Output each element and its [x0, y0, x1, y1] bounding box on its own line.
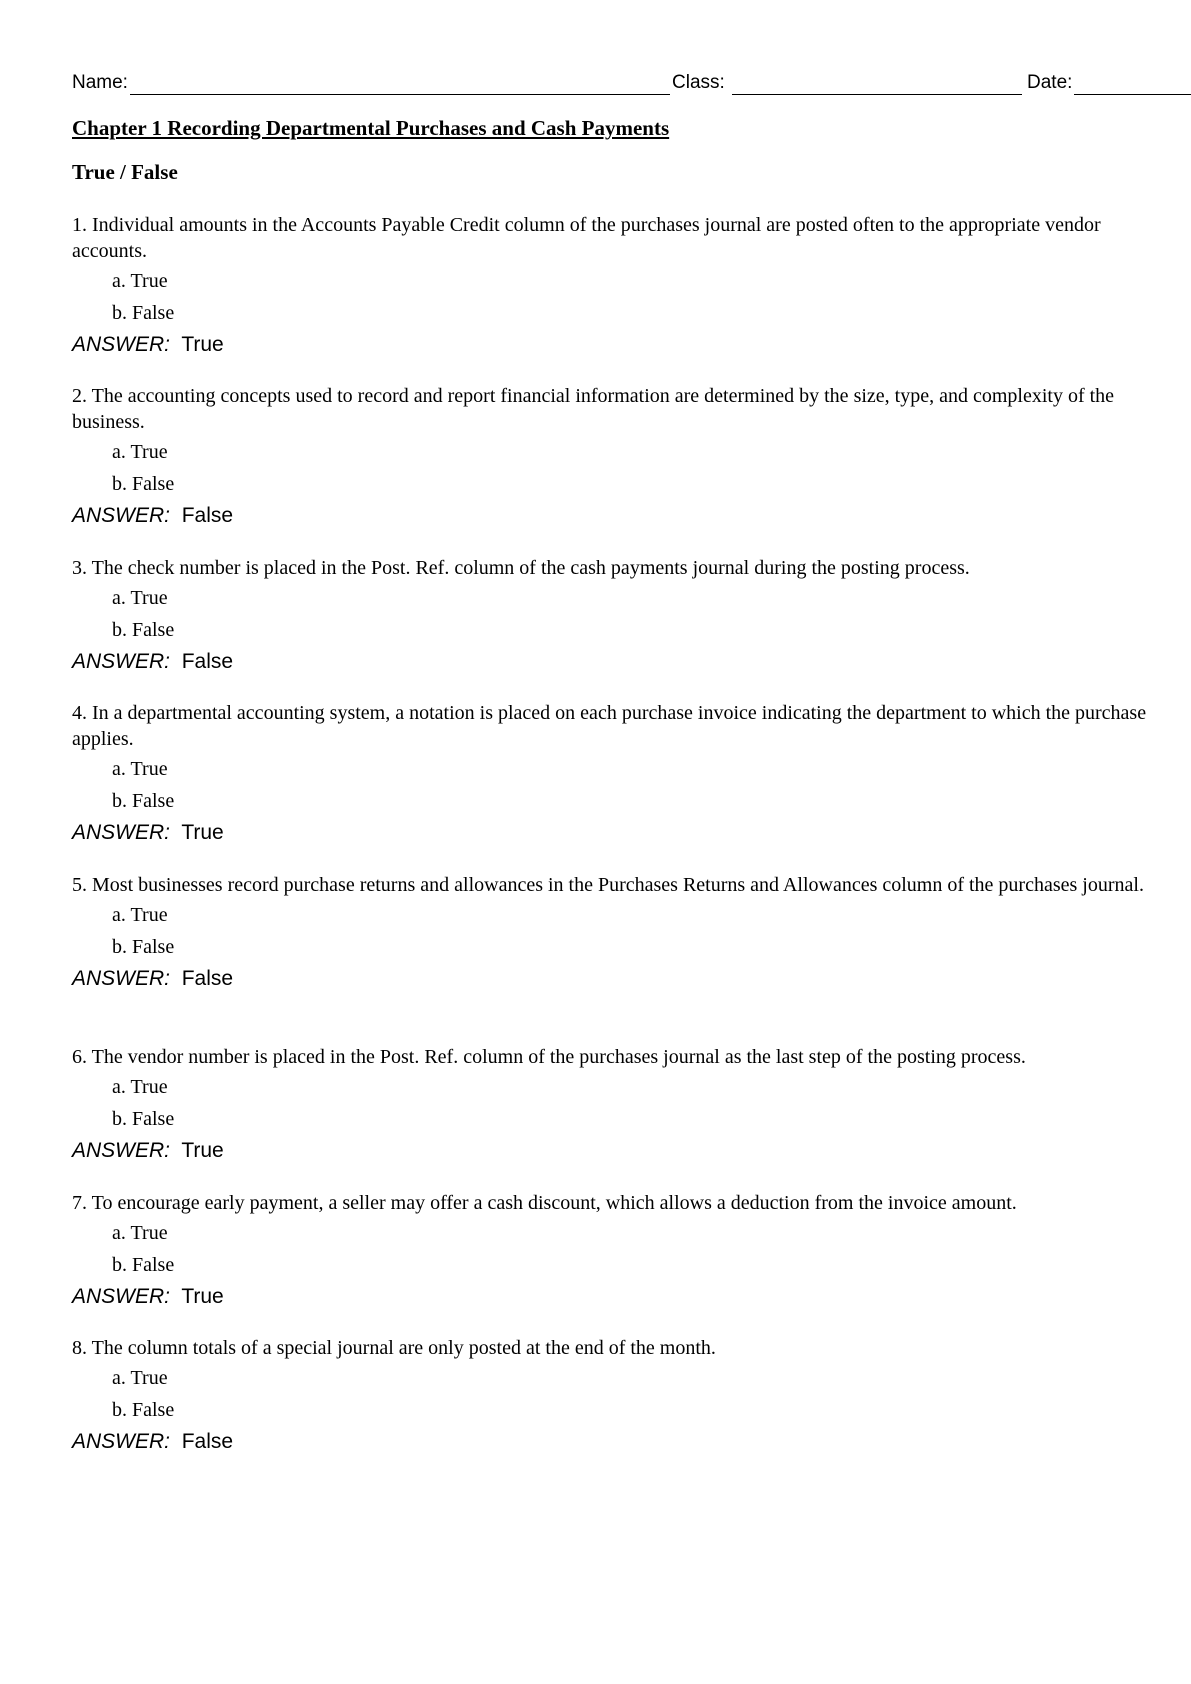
answer-label: ANSWER: — [72, 1139, 171, 1162]
answer-line — [72, 820, 1162, 846]
chapter-title: Chapter 1 Recording Departmental Purchases and Cash Payments — [72, 116, 670, 140]
answer-value: True — [181, 1285, 224, 1308]
answer-line — [72, 503, 1162, 529]
option-true: a. True — [112, 270, 168, 292]
option-true: a. True — [112, 441, 168, 463]
answer-line — [72, 1138, 1162, 1164]
answer-value: True — [181, 333, 224, 356]
name-blank-line[interactable] — [130, 94, 670, 95]
name-label: Name: — [72, 72, 128, 93]
date-label: Date: — [1027, 72, 1073, 93]
answer-line — [72, 966, 1162, 992]
option-true: a. True — [112, 587, 168, 609]
question-text: 7. To encourage early payment, a seller may offer a cash discount, which allows a deduction from the invoice amount. — [72, 1192, 1017, 1214]
question-item — [72, 700, 1162, 846]
answer-label: ANSWER: — [72, 504, 171, 527]
section-heading: True / False — [72, 160, 178, 184]
question-item — [72, 1190, 1162, 1310]
question-text: 2. The accounting concepts used to record and report financial information are determined by the size, type, and complexity of the business. — [72, 385, 1115, 433]
answer-label: ANSWER: — [72, 1430, 171, 1453]
answer-label: ANSWER: — [72, 650, 171, 673]
answer-value: True — [181, 821, 224, 844]
answer-value: False — [181, 967, 234, 990]
answer-value: True — [181, 1139, 224, 1162]
option-false: b. False — [112, 619, 175, 641]
answer-label: ANSWER: — [72, 333, 171, 356]
class-label: Class: — [672, 72, 725, 93]
question-text: 5. Most businesses record purchase returns and allowances in the Purchases Returns and Allowances column of the purchases journal. — [72, 874, 1144, 896]
question-text: 6. The vendor number is placed in the Post. Ref. column of the purchases journal as the last step of the posting process. — [72, 1046, 1026, 1068]
question-text: 3. The check number is placed in the Post. Ref. column of the cash payments journal during the posting process. — [72, 557, 970, 579]
option-true: a. True — [112, 758, 168, 780]
answer-value: False — [181, 504, 234, 527]
answer-value: False — [181, 1430, 234, 1453]
option-false: b. False — [112, 936, 175, 958]
answer-line — [72, 649, 1162, 675]
answer-label: ANSWER: — [72, 1285, 171, 1308]
option-true: a. True — [112, 1076, 168, 1098]
option-false: b. False — [112, 1399, 175, 1421]
answer-line — [72, 1429, 1162, 1455]
question-item — [72, 1044, 1162, 1164]
answer-label: ANSWER: — [72, 821, 171, 844]
option-false: b. False — [112, 302, 175, 324]
answer-line — [72, 1284, 1162, 1310]
question-item — [72, 872, 1162, 992]
option-false: b. False — [112, 1254, 175, 1276]
option-true: a. True — [112, 1367, 168, 1389]
question-item — [72, 383, 1162, 529]
class-blank-line[interactable] — [732, 94, 1022, 95]
option-false: b. False — [112, 790, 175, 812]
question-text: 1. Individual amounts in the Accounts Payable Credit column of the purchases journal are posted often to the appropriate vendor accounts. — [72, 214, 1101, 262]
question-item — [72, 212, 1162, 358]
question-text: 8. The column totals of a special journal are only posted at the end of the month. — [72, 1337, 716, 1359]
student-info-header — [72, 72, 1162, 98]
option-true: a. True — [112, 904, 168, 926]
answer-line — [72, 332, 1162, 358]
answer-value: False — [181, 650, 234, 673]
option-false: b. False — [112, 473, 175, 495]
question-text: 4. In a departmental accounting system, a notation is placed on each purchase invoice indicating the department to which the purchase applies. — [72, 702, 1147, 750]
answer-label: ANSWER: — [72, 967, 171, 990]
question-item — [72, 555, 1162, 675]
date-blank-line[interactable] — [1074, 94, 1191, 95]
option-true: a. True — [112, 1222, 168, 1244]
question-item — [72, 1335, 1162, 1455]
option-false: b. False — [112, 1108, 175, 1130]
